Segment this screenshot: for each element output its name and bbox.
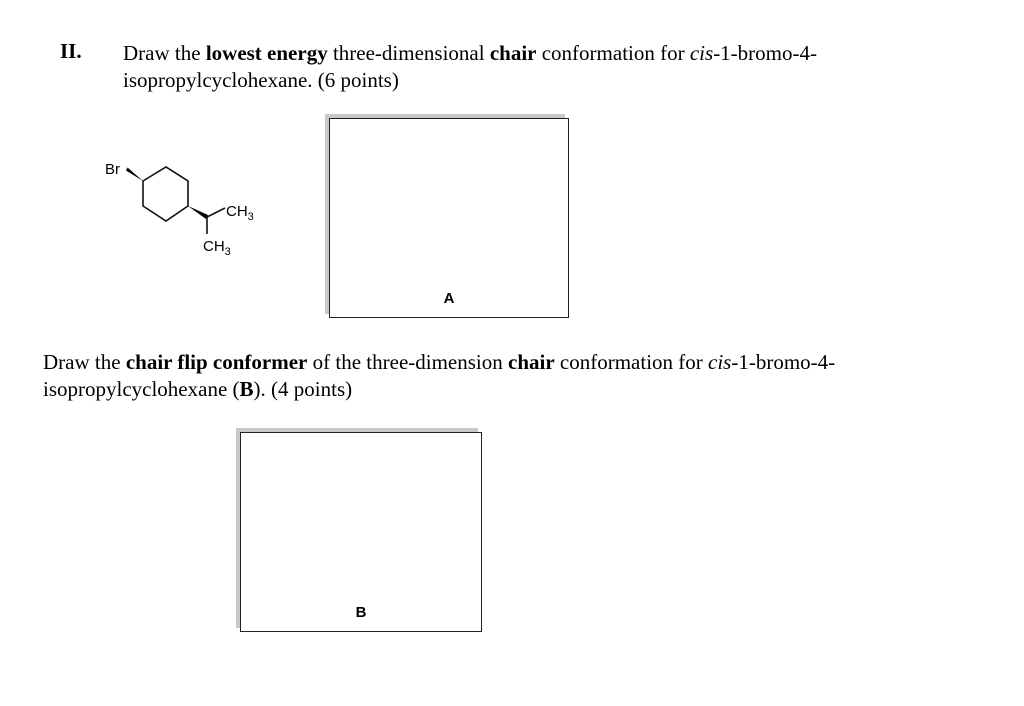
- methyl-label-bottom: $CH_3$: [203, 238, 231, 258]
- bromine-label: Br: [105, 161, 120, 178]
- emphasis-chair-flip-conformer: chair flip conformer: [125, 350, 308, 374]
- cyclohexane-ring: [143, 167, 188, 221]
- answer-box-b-label: B: [355, 604, 367, 621]
- methyl-bond-top: [207, 208, 225, 217]
- emphasis-b: B: [239, 377, 254, 401]
- question-part-2-text: Draw the chair flip conformer of the three-dimension chair conformation for cis-1-bromo-4-isopropylcyclohexane (B). (4 points): [43, 350, 836, 401]
- question-number: II.: [60, 39, 82, 63]
- emphasis-cis-2: cis: [708, 350, 732, 374]
- answer-box-a[interactable]: [329, 118, 569, 318]
- emphasis-lowest-energy: lowest energy: [205, 41, 328, 65]
- bromine-wedge-bond: [126, 168, 143, 182]
- answer-box-b[interactable]: [240, 432, 482, 632]
- cyclohexane-structure-diagram: [95, 150, 285, 270]
- emphasis-chair: chair: [489, 41, 537, 65]
- isopropyl-wedge-bond: [188, 206, 208, 219]
- emphasis-cis: cis: [689, 41, 714, 65]
- question-part-1-text: Draw the lowest energy three-dimensional chair conformation for cis-1-bromo-4-isopropylcyclohexane. (6 points): [123, 41, 817, 92]
- emphasis-chair-2: chair: [508, 350, 555, 374]
- answer-box-a-label: A: [443, 290, 455, 307]
- methyl-label-top: $CH_3$: [226, 203, 254, 223]
